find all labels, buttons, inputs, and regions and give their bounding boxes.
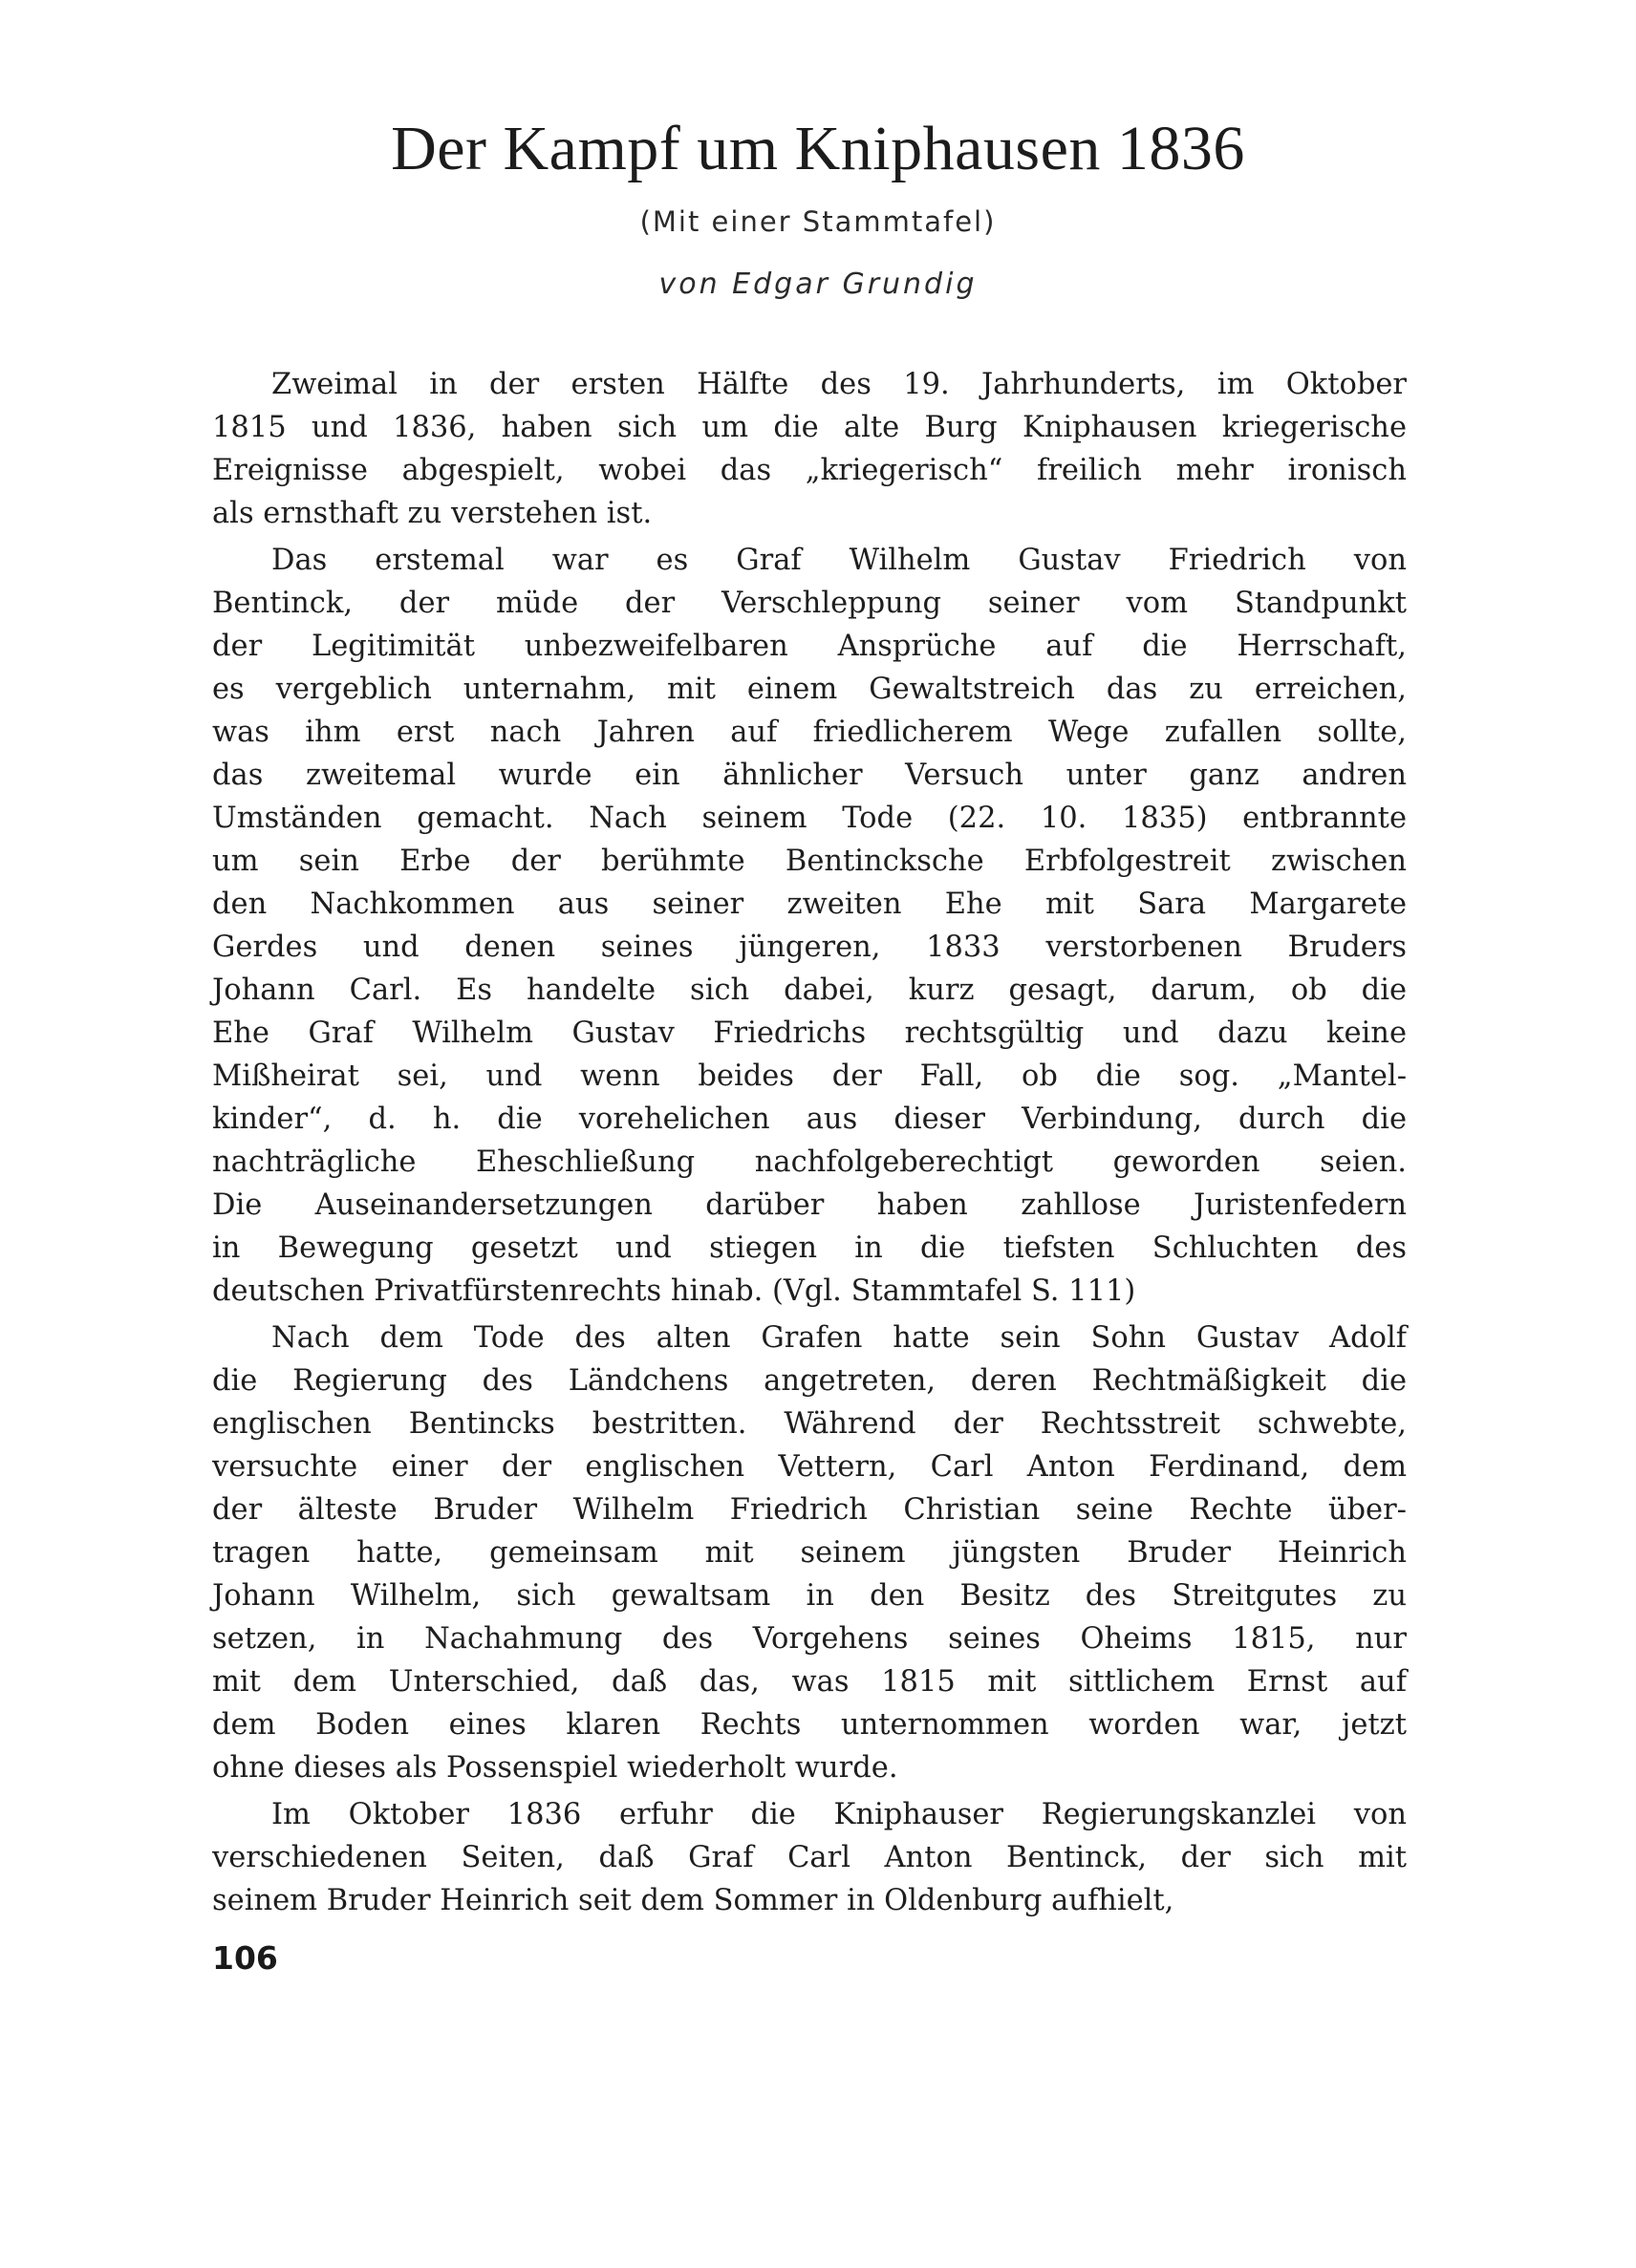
text-line: Nach dem Tode des alten Grafen hatte sein Sohn Gustav Adolf	[271, 1321, 1407, 1355]
text-line: den Nachkommen aus seiner zweiten Ehe mit Sara Margarete	[212, 888, 1407, 921]
text-line: versuchte einer der englischen Vettern, Carl Anton Ferdinand, dem	[212, 1450, 1407, 1484]
text-line: mit dem Unterschied, daß das, was 1815 mit sittlichem Ernst auf	[212, 1665, 1407, 1699]
text-line: tragen hatte, gemeinsam mit seinem jüngsten Bruder Heinrich	[212, 1536, 1407, 1570]
paragraph	[212, 1793, 1407, 1922]
text-line: verschiedenen Seiten, daß Graf Carl Anton Bentinck, der sich mit	[212, 1841, 1407, 1874]
text-line: als ernsthaft zu verstehen ist.	[212, 497, 653, 530]
text-line: das zweitemal wurde ein ähnlicher Versuch unter ganz andren	[212, 759, 1407, 792]
text-line: seinem Bruder Heinrich seit dem Sommer in Oldenburg aufhielt,	[212, 1884, 1174, 1917]
text-line: kinder“, d. h. die vorehelichen aus dieser Verbindung, durch die	[212, 1102, 1407, 1136]
article-subtitle: (Mit einer Stammtafel)	[639, 205, 997, 238]
page-number: 106	[212, 1939, 278, 1977]
text-line: in Bewegung gesetzt und stiegen in die tiefsten Schluchten des	[212, 1231, 1407, 1265]
text-line: Ehe Graf Wilhelm Gustav Friedrichs rechtsgültig und dazu keine	[212, 1016, 1407, 1050]
text-line: ohne dieses als Possenspiel wiederholt wurde.	[212, 1751, 898, 1785]
text-line: Das erstemal war es Graf Wilhelm Gustav Friedrich von	[271, 544, 1407, 577]
text-line: englischen Bentincks bestritten. Während der Rechtsstreit schwebte,	[212, 1407, 1407, 1441]
text-line: setzen, in Nachahmung des Vorgehens seines Oheims 1815, nur	[212, 1622, 1407, 1656]
text-line: Die Auseinandersetzungen darüber haben zahllose Juristenfedern	[212, 1188, 1407, 1222]
text-line: der älteste Bruder Wilhelm Friedrich Christian seine Rechte über-	[212, 1493, 1407, 1527]
article-body	[212, 363, 1407, 1926]
text-line: deutschen Privatfürstenrechts hinab. (Vgl. Stammtafel S. 111)	[212, 1274, 1136, 1308]
text-line: Ereignisse abgespielt, wobei das „kriegerisch“ freilich mehr ironisch	[212, 454, 1407, 487]
text-line: dem Boden eines klaren Rechts unternommen worden war, jetzt	[212, 1708, 1407, 1742]
paragraph	[212, 539, 1407, 1313]
text-line: um sein Erbe der berühmte Bentincksche Erbfolgestreit zwischen	[212, 845, 1407, 878]
text-line: was ihm erst nach Jahren auf friedlicherem Wege zufallen sollte,	[212, 716, 1407, 749]
text-line: Johann Carl. Es handelte sich dabei, kurz gesagt, darum, ob die	[212, 974, 1407, 1007]
text-line: Zweimal in der ersten Hälfte des 19. Jahrhunderts, im Oktober	[271, 368, 1407, 401]
paragraph	[212, 1316, 1407, 1789]
text-line: Gerdes und denen seines jüngeren, 1833 verstorbenen Bruders	[212, 931, 1407, 964]
text-line: Johann Wilhelm, sich gewaltsam in den Besitz des Streitgutes zu	[212, 1579, 1407, 1613]
text-line: Im Oktober 1836 erfuhr die Kniphauser Regierungskanzlei von	[271, 1798, 1407, 1831]
text-line: der Legitimität unbezweifelbaren Ansprüche auf die Herrschaft,	[212, 630, 1407, 663]
paragraph	[212, 363, 1407, 535]
text-line: 1815 und 1836, haben sich um die alte Burg Kniphausen kriegerische	[212, 411, 1407, 444]
text-line: nachträgliche Eheschließung nachfolgeberechtigt geworden seien.	[212, 1145, 1407, 1179]
text-line: Mißheirat sei, und wenn beides der Fall, ob die sog. „Mantel-	[212, 1059, 1407, 1093]
article-author: von Edgar Grundig	[658, 267, 978, 301]
text-line: Umständen gemacht. Nach seinem Tode (22. 10. 1835) entbrannte	[212, 802, 1407, 835]
article-title: Der Kampf um Kniphausen 1836	[391, 114, 1245, 183]
text-line: die Regierung des Ländchens angetreten, deren Rechtmäßigkeit die	[212, 1364, 1407, 1398]
text-line: Bentinck, der müde der Verschleppung seiner vom Standpunkt	[212, 587, 1407, 620]
text-line: es vergeblich unternahm, mit einem Gewaltstreich das zu erreichen,	[212, 673, 1407, 706]
